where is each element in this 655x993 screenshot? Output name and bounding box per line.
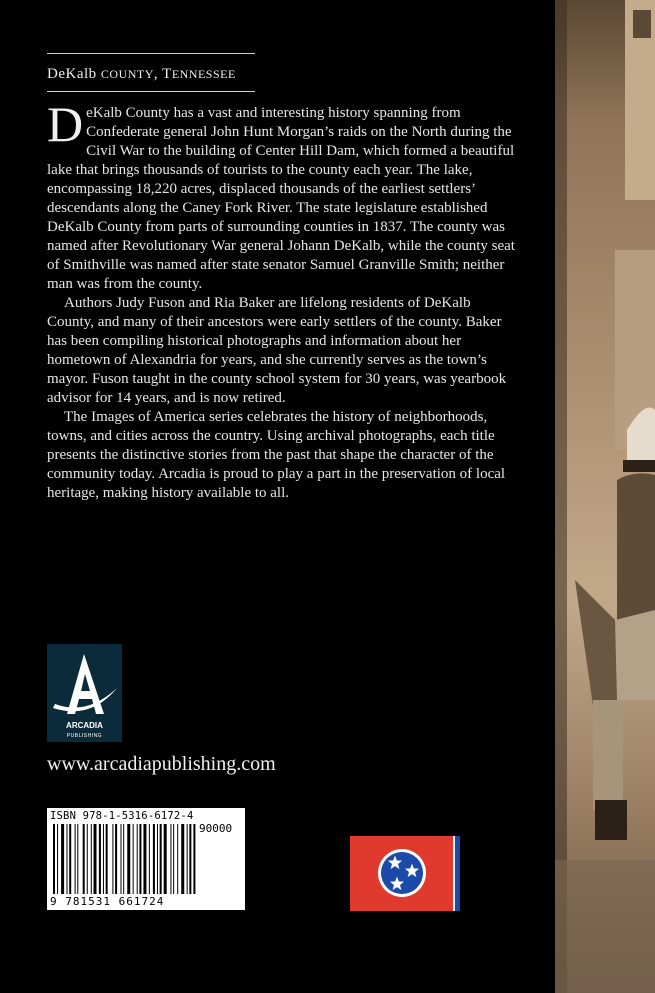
- heading-county: COUNTY: [100, 67, 154, 81]
- barcode-bar: [53, 824, 55, 894]
- publisher-url[interactable]: www.arcadiapublishing.com: [47, 753, 276, 775]
- ean-number: 9 781531 661724: [50, 895, 165, 908]
- barcode-bar: [77, 824, 78, 894]
- barcode-bar: [149, 824, 150, 894]
- photo-image: [555, 0, 655, 993]
- heading-rule-bottom: [47, 91, 255, 92]
- barcode-bar: [187, 824, 188, 894]
- drop-cap: D: [47, 96, 84, 152]
- arcadia-logo-icon: [47, 644, 122, 742]
- barcode-bar: [157, 824, 158, 894]
- barcode-bar: [94, 824, 97, 894]
- barcode-bar: [121, 824, 122, 894]
- tennessee-flag: [350, 836, 460, 911]
- heading-state-visible: TENNESSEE: [162, 66, 236, 82]
- barcode-bar: [127, 824, 130, 894]
- barcode-bar: [173, 824, 174, 894]
- tennessee-flag-icon: [350, 836, 460, 911]
- cover-photo: [555, 0, 655, 993]
- barcode-bar: [61, 824, 64, 894]
- barcode-bar: [170, 824, 171, 894]
- barcode-bar: [103, 824, 104, 894]
- barcode-bar: [87, 824, 88, 894]
- isbn-barcode: [47, 808, 245, 910]
- barcode-bar: [133, 824, 134, 894]
- barcode-bar: [106, 824, 108, 894]
- barcode-bar: [177, 824, 178, 894]
- heading-rule-top: [47, 53, 255, 54]
- heading-sep: ,: [153, 66, 163, 82]
- paragraph-1: [47, 96, 515, 294]
- book-heading: [47, 66, 236, 83]
- barcode-bar: [123, 824, 124, 894]
- barcode-bar: [83, 824, 85, 894]
- barcode-bar: [137, 824, 138, 894]
- barcode-bar: [139, 824, 141, 894]
- price-code: 90000: [199, 822, 233, 835]
- barcode-bar: [75, 824, 76, 894]
- barcode-bar: [164, 824, 167, 894]
- isbn-text: ISBN 978-1-5316-6172-4: [50, 810, 194, 822]
- paragraph-2: Authors Judy Fuson and Ria Baker are lifelong residents of DeKalb County, and many of their ancestors were early settlers of the county. Baker has been compiling historical photographs and information about her hometown of Alexandria for years, and she currently serves as the town’s mayor. Fuson taught in the county school system for 30 years, was yearbook advisor for 14 years, and is now retired.: [47, 295, 507, 406]
- barcode-bar: [189, 824, 191, 894]
- paragraph-3: The Images of America series celebrates the history of neighborhoods, towns, and cities across the country. Using archival photographs, each title presents the distinctive stories from the past that shape the character of the community today. Arcadia is proud to play a part in the preservation of local heritage, making history available to all.: [47, 409, 506, 501]
- barcode-bar: [69, 824, 71, 894]
- barcode-bar: [99, 824, 101, 894]
- heading-part1: DeKalb: [47, 66, 101, 82]
- barcode-bar: [57, 824, 58, 894]
- description: [47, 96, 515, 503]
- barcode-bar: [181, 824, 184, 894]
- barcode-bar: [67, 824, 68, 894]
- arcadia-logo: [47, 644, 122, 742]
- barcode-bar: [160, 824, 162, 894]
- barcode-bar: [115, 824, 117, 894]
- barcode-bar: [143, 824, 146, 894]
- barcode-bar: [193, 824, 195, 894]
- logo-line2: PUBLISHING: [66, 733, 103, 739]
- barcode-bar: [112, 824, 113, 894]
- barcode-bar: [153, 824, 155, 894]
- barcode-bar: [91, 824, 92, 894]
- logo-line1: ARCADIA: [66, 721, 103, 730]
- paragraph-1-text: eKalb County has a vast and interesting history spanning from Confederate general John Hunt Morgan’s raids on the North during the Civil War to the building of Center Hill Dam, which formed a beautiful lake that brings thousands of tourists to the county each year. The lake, encompassing 18,220 acres, displaced thousands of the earliest settlers’ descendants along the Caney Fork River. The state legislature established DeKalb County from parts of surrounding counties in 1837. The county was named after Revolutionary War general Johann DeKalb, while the county seat of Smithville was named after state senator Samuel Granville Smith; neither man was from the county.: [47, 105, 515, 292]
